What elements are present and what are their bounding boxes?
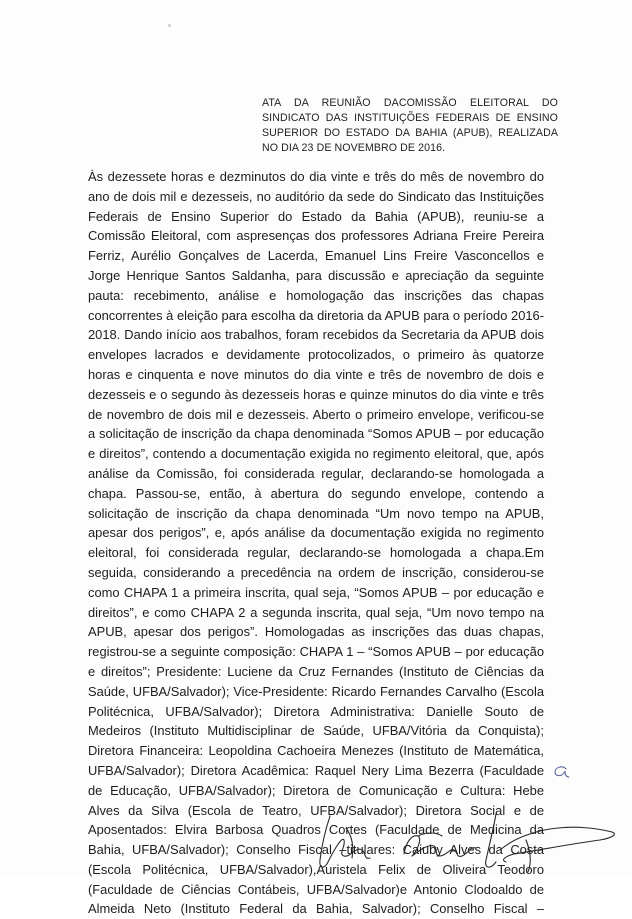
- body-line: Jorge Henrique Santos Saldanha, para discussão e apreciação da seguinte: [88, 267, 544, 283]
- body-line: solicitação de inscrição da chapa denominada “Um novo tempo na APUB,: [88, 505, 544, 521]
- body-line: Às dezessete horas e dezminutos do dia vinte e três do mês de novembro do: [88, 169, 544, 184]
- body-line: Federais de Ensino Superior do Estado da Bahia (APUB), reuniu-se a: [88, 208, 544, 224]
- body-line: análise da Comissão, foi considerada regular, declarando-se homologada a: [88, 465, 544, 481]
- body-line: ano de dois mil e dezesseis, no auditório da sede do Sindicato das Instituições: [88, 188, 544, 204]
- title-line: ATA DA REUNIÃO DACOMISSÃO ELEITORAL DO: [262, 97, 558, 109]
- body-line: horas e cinquenta e nove minutos do dia vinte e três de novembro de dois e: [88, 366, 544, 382]
- body-line: direitos”, e como CHAPA 2 a segunda inscrita, qual seja, “Um novo tempo na: [88, 604, 544, 620]
- body-line: Saúde, UFBA/Salvador); Vice-Presidente: Ricardo Fernandes Carvalho (Escola: [88, 683, 544, 699]
- body-line: Ferriz, Aurélio Gonçalves de Lacerda, Emanuel Lins Freire Vasconcellos e: [88, 248, 544, 264]
- body-line: e direitos”; Presidente: Luciene da Cruz Fernandes (Instituto de Ciências da: [88, 663, 544, 679]
- margin-note: [550, 762, 572, 780]
- body-line: (Escola Politécnica, UFBA/Salvador),Auristela Felix de Oliveira Teodoro: [88, 861, 544, 877]
- body-line: de novembro de dois mil e dezesseis. Aberto o primeiro envelope, verificou-se: [88, 406, 544, 422]
- body-line: registrou-se a seguinte composição: CHAPA 1 – “Somos APUB – por educação: [88, 644, 544, 660]
- signature-1: [320, 816, 370, 867]
- body-line: APUB, apesar dos perigos”. Homologadas as inscrições das duas chapas,: [88, 624, 544, 640]
- scan-speck: [168, 24, 171, 27]
- signature-2: [404, 836, 476, 857]
- body-line: pauta: recebimento, análise e homologação das inscrições das chapas: [88, 287, 544, 303]
- signature-3: [486, 814, 496, 867]
- handwritten-signatures: [300, 810, 632, 876]
- body-line: UFBA/Salvador); Diretora Acadêmica: Raquel Nery Lima Bezerra (Faculdade: [88, 762, 544, 778]
- body-line: (Faculdade de Ciências Contábeis, UFBA/Salvador)e Antonio Clodoaldo de: [88, 881, 544, 897]
- body-line: dezesseis e o segundo às dezesseis horas e quinze minutos do dia vinte e três: [88, 386, 544, 402]
- title-line: NO DIA 23 DE NOVEMBRO DE 2016.: [262, 142, 446, 154]
- body-line: Medeiros (Instituto Multidisciplinar de Saúde, UFBA/Vitória da Conquista);: [88, 723, 544, 739]
- body-line: de Educação, UFBA/Salvador); Diretora de Comunicação e Cultura: Hebe: [88, 782, 544, 798]
- body-line: a solicitação de inscrição da chapa denominada “Somos APUB – por educação: [88, 426, 544, 442]
- body-line: Almeida Neto (Instituto Federal da Bahia, Salvador); Conselho Fiscal –: [88, 901, 544, 917]
- minutes-body: [88, 167, 544, 919]
- body-line: 2018. Dando início aos trabalhos, foram recebidos da Secretaria da APUB dois: [88, 327, 544, 343]
- body-line: Comissão Eleitoral, com aspresenças dos professores Adriana Freire Pereira: [88, 228, 544, 244]
- body-line: Alves da Silva (Escola de Teatro, UFBA/Salvador); Diretora Social e de: [88, 802, 544, 818]
- body-line: e direitos”, contendo a documentação exigida no regimento eleitoral, que, após: [88, 446, 544, 462]
- title-line: SUPERIOR DO ESTADO DA BAHIA (APUB), REALIZADA: [262, 127, 558, 139]
- body-line: chapa. Passou-se, então, à abertura do segundo envelope, contendo a: [88, 485, 544, 501]
- body-line: Bahia, UFBA/Salvador); Conselho Fiscal –titulares: Caiuby Alves da Costa: [88, 842, 544, 858]
- body-line: como CHAPA 1 a primeira inscrita, qual seja, “Somos APUB – por educação e: [88, 584, 544, 600]
- body-line: Politécnica, UFBA/Salvador); Diretora Administrativa: Danielle Souto de: [88, 703, 544, 719]
- body-line: apesar dos perigos”, e, após análise da documentação exigida no regimento: [88, 525, 544, 541]
- title-line: SINDICATO DAS INSTITUIÇÕES FEDERAIS DE ENSINO: [262, 112, 558, 124]
- body-line: concorrentes à eleição para escolha da diretoria da APUB para o período 2016-: [88, 307, 544, 323]
- body-line: eleitoral, foi considerada regular, declarando-se homologada a chapa.Em: [88, 545, 544, 561]
- document-title: [262, 96, 558, 156]
- body-line: Aposentados: Elvira Barbosa Quadros Cortes (Faculdade de Medicina da: [88, 822, 544, 838]
- body-line: envelopes lacrados e devidamente protocolizados, o primeiro às quatorze: [88, 347, 544, 363]
- body-line: Diretora Financeira: Leopoldina Cachoeira Menezes (Instituto de Matemática,: [88, 743, 544, 759]
- body-line: seguida, considerando a precedência na ordem de inscrição, considerou-se: [88, 564, 544, 580]
